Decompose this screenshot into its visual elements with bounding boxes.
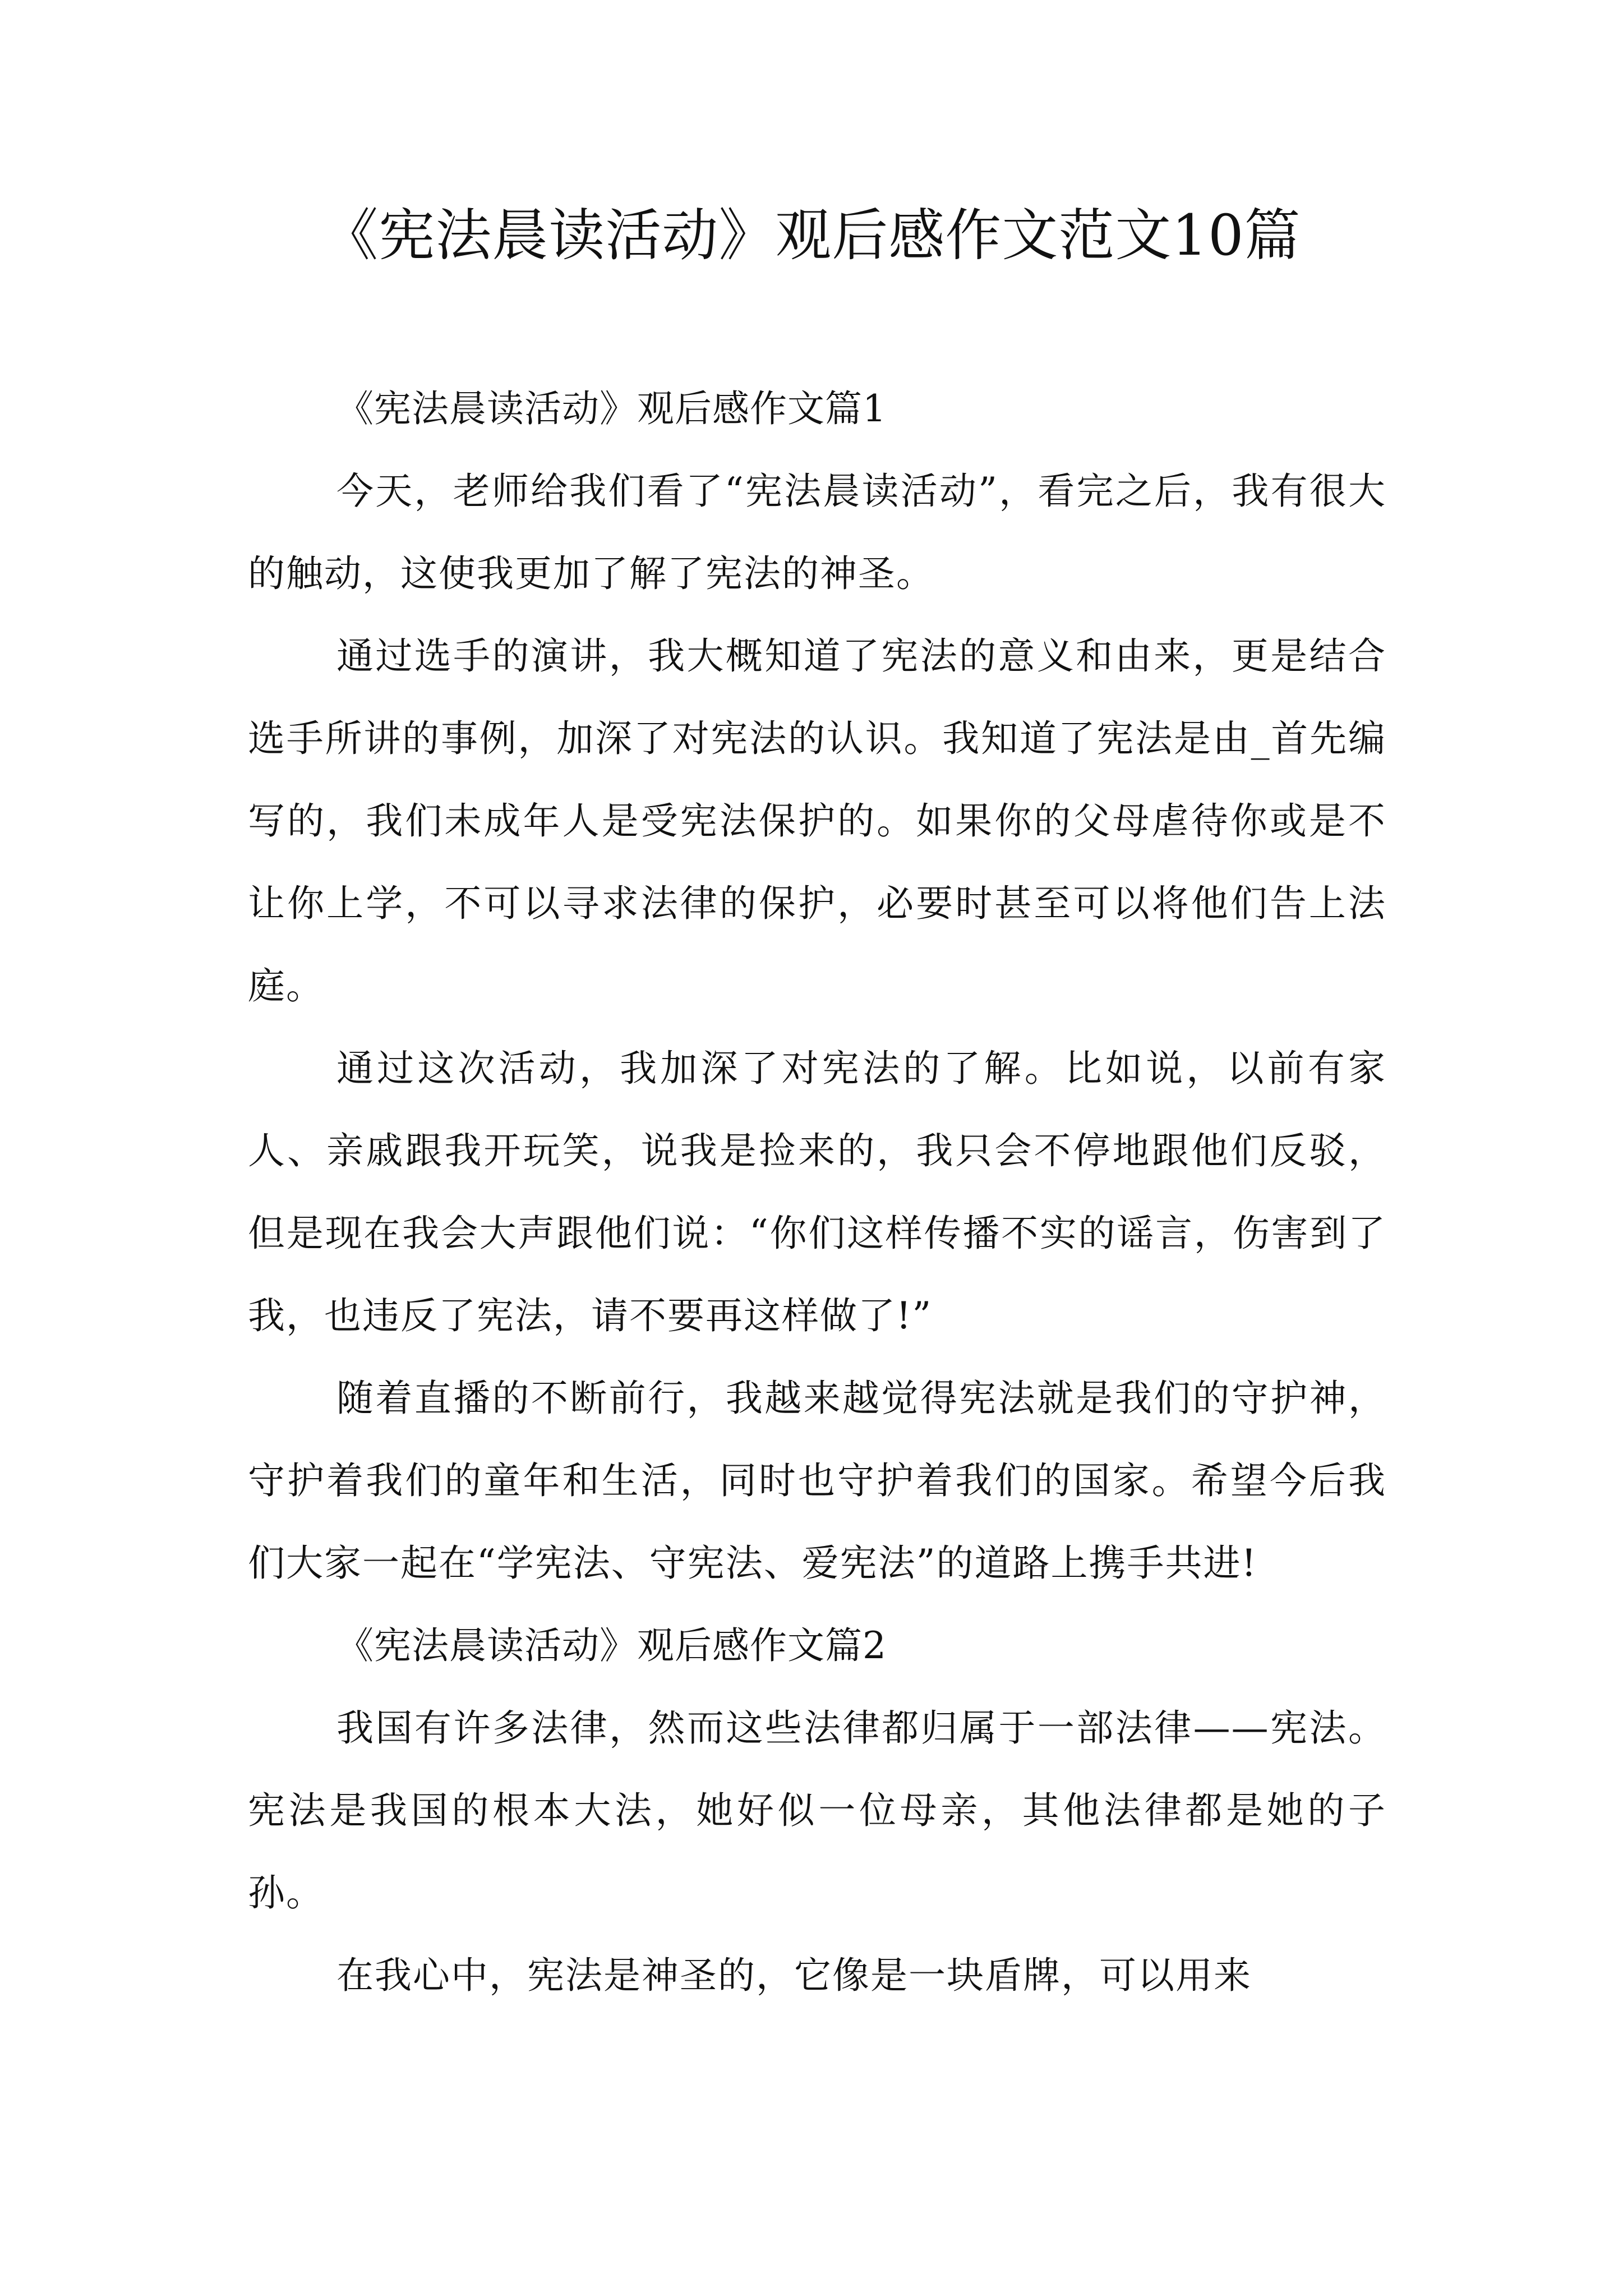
paragraph: 通过选手的演讲，我大概知道了宪法的意义和由来，更是结合选手所讲的事例，加深了对宪法的认识。我知道了宪法是由_首先编写的，我们未成年人是受宪法保护的。如果你的父母虐待你或是不让你上学，不可以寻求法律的保护，必要时甚至可以将他们告上法庭。 [248,634,1386,1007]
section-heading-2: 《宪法晨读活动》观后感作文篇2 [336,1624,887,1667]
paragraph: 随着直播的不断前行，我越来越觉得宪法就是我们的守护神，守护着我们的童年和生活，同时也守护着我们的国家。希望今后我们大家一起在“学宪法、守宪法、爱宪法”的道路上携手共进! [248,1377,1386,1585]
paragraph: 通过这次活动，我加深了对宪法的了解。比如说，以前有家人、亲戚跟我开玩笑，说我是捡来的，我只会不停地跟他们反驳，但是现在我会大声跟他们说：“你们这样传播不实的谣言，伤害到了我，也违反了宪法，请不要再这样做了!” [248,1047,1386,1337]
document-body [248,367,1386,2017]
section-heading-1: 《宪法晨读活动》观后感作文篇1 [336,387,887,430]
document-title: 《宪法晨读活动》观后感作文范文10篇 [322,203,1301,268]
paragraph: 我国有许多法律，然而这些法律都归属于一部法律——宪法。宪法是我国的根本大法，她好似一位母亲，其他法律都是她的子孙。 [248,1706,1386,1915]
paragraph: 今天，老师给我们看了“宪法晨读活动”，看完之后，我有很大的触动，这使我更加了解了宪法的神圣。 [248,470,1386,595]
paragraph: 在我心中，宪法是神圣的，它像是一块盾牌，可以用来 [336,1954,1252,1997]
